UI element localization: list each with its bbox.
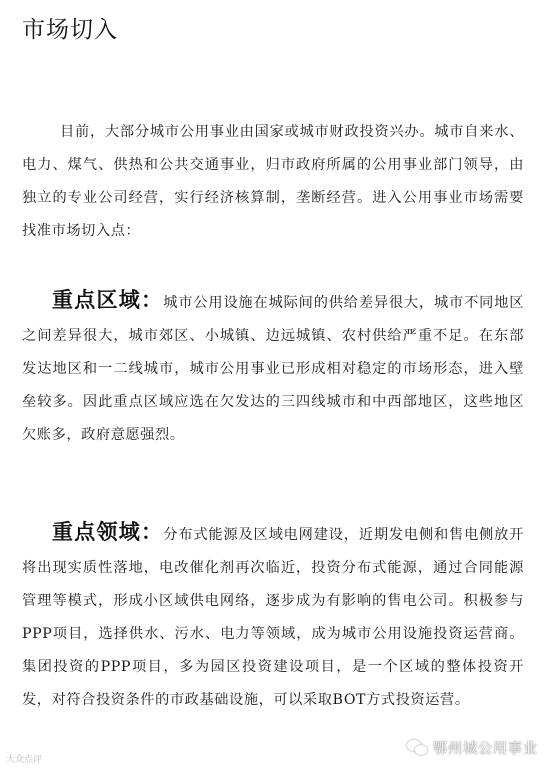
section-body-fields: 分布式能源及区域电网建设，近期发电侧和售电侧放开将出现实质性落地，电改催化剂再次临近，投资分布式能源，通过合同能源管理等模式，形成小区域供电网络，逐步成为有影响的售电公司。积极参与PPP项目，选择供水、污水、电力等领域，成为城市公用设施投资运营商。集团投资的PPP项目，多为园区投资建设项目，是一个区域的整体投资开发，对符合投资条件的市政基础设施，可以采取BOT方式投资运营。 bbox=[22, 527, 525, 708]
watermark-right bbox=[407, 738, 538, 758]
section-body-regions: 城市公用设施在城际间的供给差异很大，城市不同地区之间差异很大，城市郊区、小城镇、边远城镇、农村供给严重不足。在东部发达地区和一二线城市，城市公用事业已形成相对稳定的市场形态，进入壁垒较多。因此重点区域应选在欠发达的三四线城市和中西部地区，这些地区欠账多，政府意愿强烈。 bbox=[22, 295, 525, 443]
section-key-regions bbox=[22, 284, 524, 452]
watermark-left: 大众点评 bbox=[6, 755, 43, 765]
section-heading-fields: 重点领域： bbox=[52, 520, 164, 544]
wechat-icon bbox=[407, 739, 429, 757]
page-title: 市场切入 bbox=[22, 17, 118, 43]
section-key-fields bbox=[22, 516, 524, 717]
intro-paragraph: 目前，大部分城市公用事业由国家或城市财政投资兴办。城市自来水、电力、煤气、供热和公共交通事业，归市政府所属的公用事业部门领导，由独立的专业公司经营，实行经济核算制，垄断经营。进入公用事业市场需要找准市场切入点： bbox=[22, 124, 524, 239]
watermark-right-label: 鄂州城公用事业 bbox=[433, 741, 538, 757]
section-heading-regions: 重点区域： bbox=[52, 288, 164, 312]
